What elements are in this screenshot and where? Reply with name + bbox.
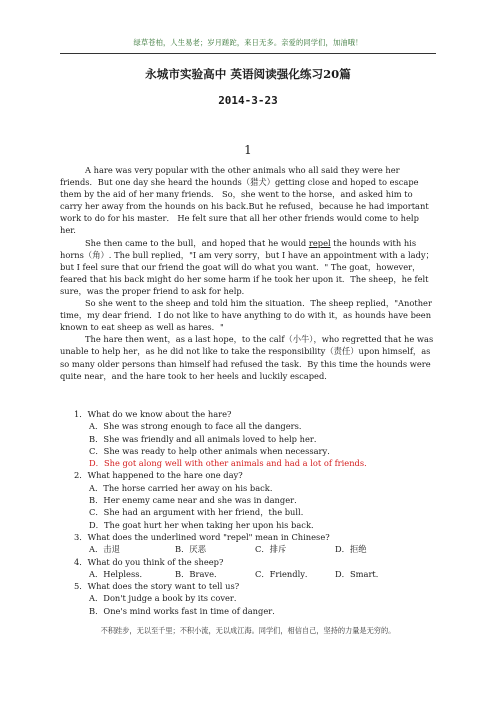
question-stem: 1．What do we know about the hare? (74, 409, 232, 419)
answer-option: B．One's mind works fast in time of danger． (89, 605, 281, 616)
page-date: 2014-3-23 (218, 94, 278, 107)
question-stem: 3．What does the underlined word "repel" mean in Chinese? (74, 531, 330, 542)
footer-motto: 不积跬步，无以至千里；不积小流，无以成江海。同学们，相信自己，坚持的力量是无穷的。 (100, 626, 396, 635)
answer-option: A．击退 (89, 544, 120, 555)
passage-paragraph-4: The hare then went，as a last hope，to the calf（小牛），who regretted that he was unable to help her，as he did not like to take the responsibility（责任）upon himself，as so many older persons than himself had refused the task．By this time the hounds were quite near，and the hare took to her heels and luckily escaped． (60, 334, 434, 381)
answer-options-row (89, 568, 438, 580)
passage-paragraph-3: So she went to the sheep and told him the situation．The sheep replied，"Another time，my dear friend．I do not like to have anything to do with it，as hounds have been known to eat sheep as well as hares．" (60, 298, 432, 333)
answer-option: D．The goat hurt her when taking her upon his back． (89, 519, 320, 530)
passage-p2-before: She then came to the bull，and hoped that he would (85, 237, 309, 248)
passage-paragraph-2 (60, 237, 437, 297)
passage-paragraph-1: A hare was very popular with the other animals who all said they were her friends．But one day she heard the hounds（猎犬）getting close and hoped to escape them by the aid of her many friends． So，she went to the horse，and asked him to carry her away from the hounds on his back.But he refused，because he had important work to do for his master． He felt sure that all her other friends would come to help her. (60, 165, 429, 236)
answer-option-highlighted: D．She got along well with other animals and had a lot of friends． (89, 458, 373, 469)
answer-option: D．拒绝 (335, 544, 367, 555)
answer-option: C．Friendly． (255, 568, 314, 579)
answer-options-row (89, 543, 438, 555)
answer-option: B．Her enemy came near and she was in danger． (89, 495, 303, 506)
section-number: 1 (244, 143, 252, 157)
answer-option: C．She had an argument with her friend，the bull． (89, 507, 310, 518)
page-title: 永城市实验高中 英语阅读强化练习20篇 (145, 67, 351, 81)
answer-option: C．排斥 (255, 544, 287, 555)
answer-option: B．Brave． (175, 568, 223, 579)
answer-option: D．Smart． (335, 568, 385, 579)
header-divider (60, 53, 436, 54)
answer-option: A．Don't judge a book by its cover． (89, 593, 243, 604)
passage-p2-after: the hounds with his horns（角）. The bull replied，"I am very sorry，but I have an appointment with a lady；but I feel sure that our friend the goat will do what you want．" The goat，however，feared that his back might do her some harm if he took her upon it．The sheep，he felt sure，was the proper friend to ask for help． (60, 237, 434, 296)
question-stem: 2．What happened to the hare one day? (74, 470, 243, 481)
underlined-word-repel: repel (308, 237, 331, 248)
header-motto: 绿草苍柏，人生易老；岁月蹉跎，来日无多。亲爱的同学们，加油哦！ (133, 38, 363, 47)
answer-option: A．Helpless． (89, 568, 148, 579)
answer-option: A．The horse carried her away on his back． (89, 482, 279, 493)
question-list (74, 408, 438, 617)
question-stem: 5．What does the story want to tell us? (74, 581, 240, 592)
answer-option: C．She was ready to help other animals when necessary． (89, 445, 336, 456)
answer-option: B．厌恶 (175, 544, 206, 555)
question-stem: 4．What do you think of the sheep? (74, 556, 224, 567)
answer-option: A．She was strong enough to face all the dangers． (89, 421, 308, 432)
reading-passage (60, 164, 437, 382)
answer-option: B．She was friendly and all animals loved to help her． (89, 433, 323, 444)
